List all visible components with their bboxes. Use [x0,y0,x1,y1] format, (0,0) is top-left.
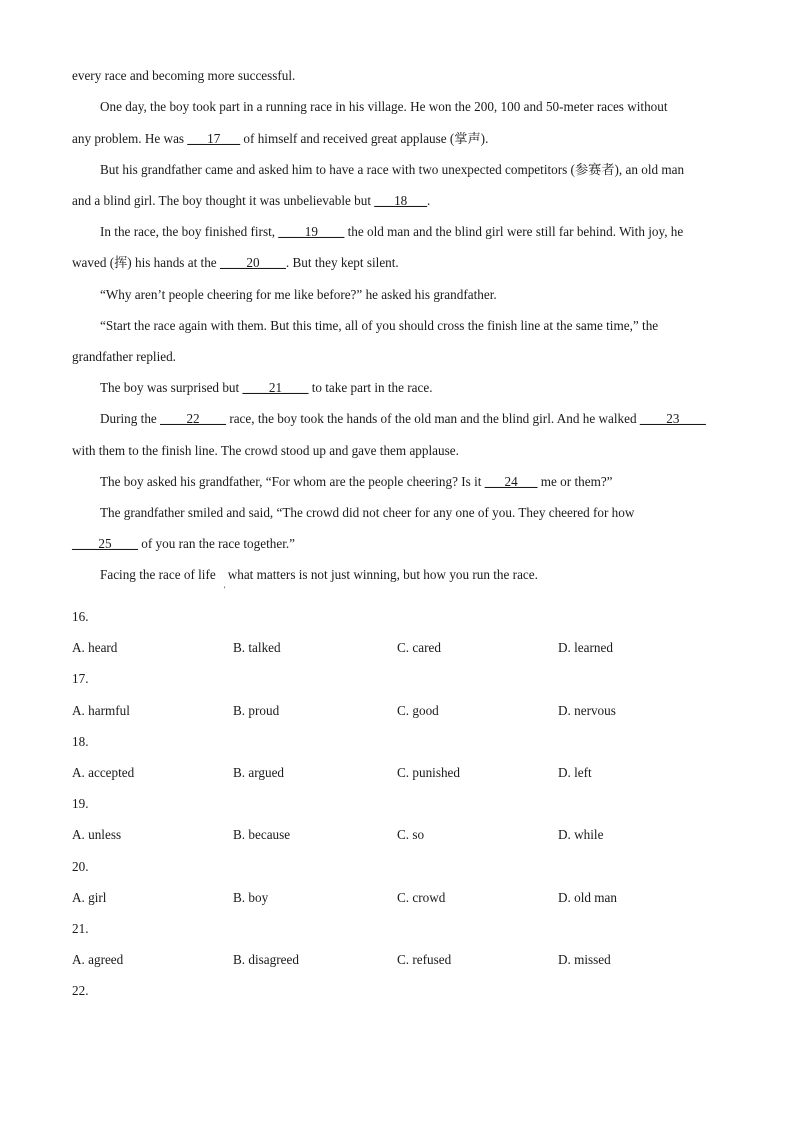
text: with them to the finish line. The crowd stood up and gave them applause. [72,443,459,458]
option-d[interactable]: D. while [558,827,604,842]
text: the old man and the blind girl were still far behind. With joy, he [344,224,684,239]
blank-25: ____25____ [72,536,138,551]
option-b[interactable]: B. disagreed [233,952,299,967]
text: But his grandfather came and asked him to have a race with two unexpected competitors (参赛者), an old man [100,162,685,177]
option-b[interactable]: B. boy [233,890,269,905]
passage-line [100,98,722,116]
text: The boy asked his grandfather, “For whom are the people cheering? Is it [100,474,485,489]
text: . But they kept silent. [285,255,399,270]
passage-line [100,223,722,241]
text: what matters is not just winning, but how you run the race. [227,567,538,582]
text: any problem. He was [72,131,188,146]
option-d[interactable]: D. nervous [558,703,616,718]
option-a[interactable]: A. accepted [72,765,135,780]
option-d[interactable]: D. left [558,765,592,780]
passage-line [72,535,722,553]
text: The grandfather smiled and said, “The crowd did not cheer for any one of you. They cheered for how [100,505,635,520]
option-b[interactable]: B. argued [233,765,285,780]
passage-line [72,442,722,460]
passage-line [100,473,722,491]
option-c[interactable]: C. punished [397,765,461,780]
text: “Why aren’t people cheering for me like before?” he asked his grandfather. [100,287,497,302]
option-b[interactable]: B. because [233,827,291,842]
blank-18: ___18___ [374,193,428,208]
passage-line [100,286,722,304]
text: The boy was surprised but [100,380,243,395]
passage-line [100,317,722,335]
option-c[interactable]: C. cared [397,640,441,655]
option-b[interactable]: B. proud [233,703,280,718]
stray-mark: ' [224,585,226,594]
option-d[interactable]: D. missed [558,952,611,967]
blank-23: ____23____ [639,411,706,426]
text: In the race, the boy finished first, [100,224,279,239]
blank-22: ____22____ [160,411,227,426]
text: waved (挥) his hands at the [72,255,220,270]
passage-line [100,161,722,179]
question-number: 17. [72,671,89,686]
passage-line [72,348,722,366]
text: to take part in the race. [308,380,433,395]
option-c[interactable]: C. crowd [397,890,446,905]
text: grandfather replied. [72,349,176,364]
text: of himself and received great applause (掌声). [240,131,489,146]
passage-line [100,379,722,397]
text: Facing the race of life [100,567,216,582]
text: every race and becoming more successful. [72,68,296,83]
text: . [427,193,431,208]
question-number: 18. [72,734,89,749]
option-a[interactable]: A. agreed [72,952,124,967]
text: During the [100,411,161,426]
text: and a blind girl. The boy thought it was unbelievable but [72,193,375,208]
passage-line [100,566,722,584]
passage-line [100,504,722,522]
option-d[interactable]: D. old man [558,890,617,905]
option-c[interactable]: C. good [397,703,439,718]
option-a[interactable]: A. heard [72,640,118,655]
question-number: 22. [72,983,89,998]
blank-20: ____20____ [219,255,286,270]
blank-17: ___17___ [187,131,241,146]
question-number: 19. [72,796,89,811]
question-number: 20. [72,859,89,874]
question-number: 21. [72,921,89,936]
option-a[interactable]: A. unless [72,827,122,842]
text: of you ran the race together.” [137,536,296,551]
passage-line [100,410,722,428]
passage-line [72,67,722,85]
option-a[interactable]: A. girl [72,890,107,905]
blank-19: ____19____ [278,224,345,239]
question-number: 16. [72,609,89,624]
passage-line [72,254,722,272]
passage-line [72,130,722,148]
text: “Start the race again with them. But this time, all of you should cross the finish line at the same time,” the [100,318,659,333]
text: One day, the boy took part in a running race in his village. He won the 200, 100 and 50-meter races without [100,99,668,114]
text: race, the boy took the hands of the old man and the blind girl. And he walked [226,411,640,426]
blank-21: ____21____ [242,380,309,395]
passage-line [72,192,722,210]
text: me or them?” [537,474,613,489]
option-c[interactable]: C. refused [397,952,452,967]
option-a[interactable]: A. harmful [72,703,130,718]
option-b[interactable]: B. talked [233,640,281,655]
blank-24: ___24___ [484,474,538,489]
option-c[interactable]: C. so [397,827,425,842]
option-d[interactable]: D. learned [558,640,613,655]
